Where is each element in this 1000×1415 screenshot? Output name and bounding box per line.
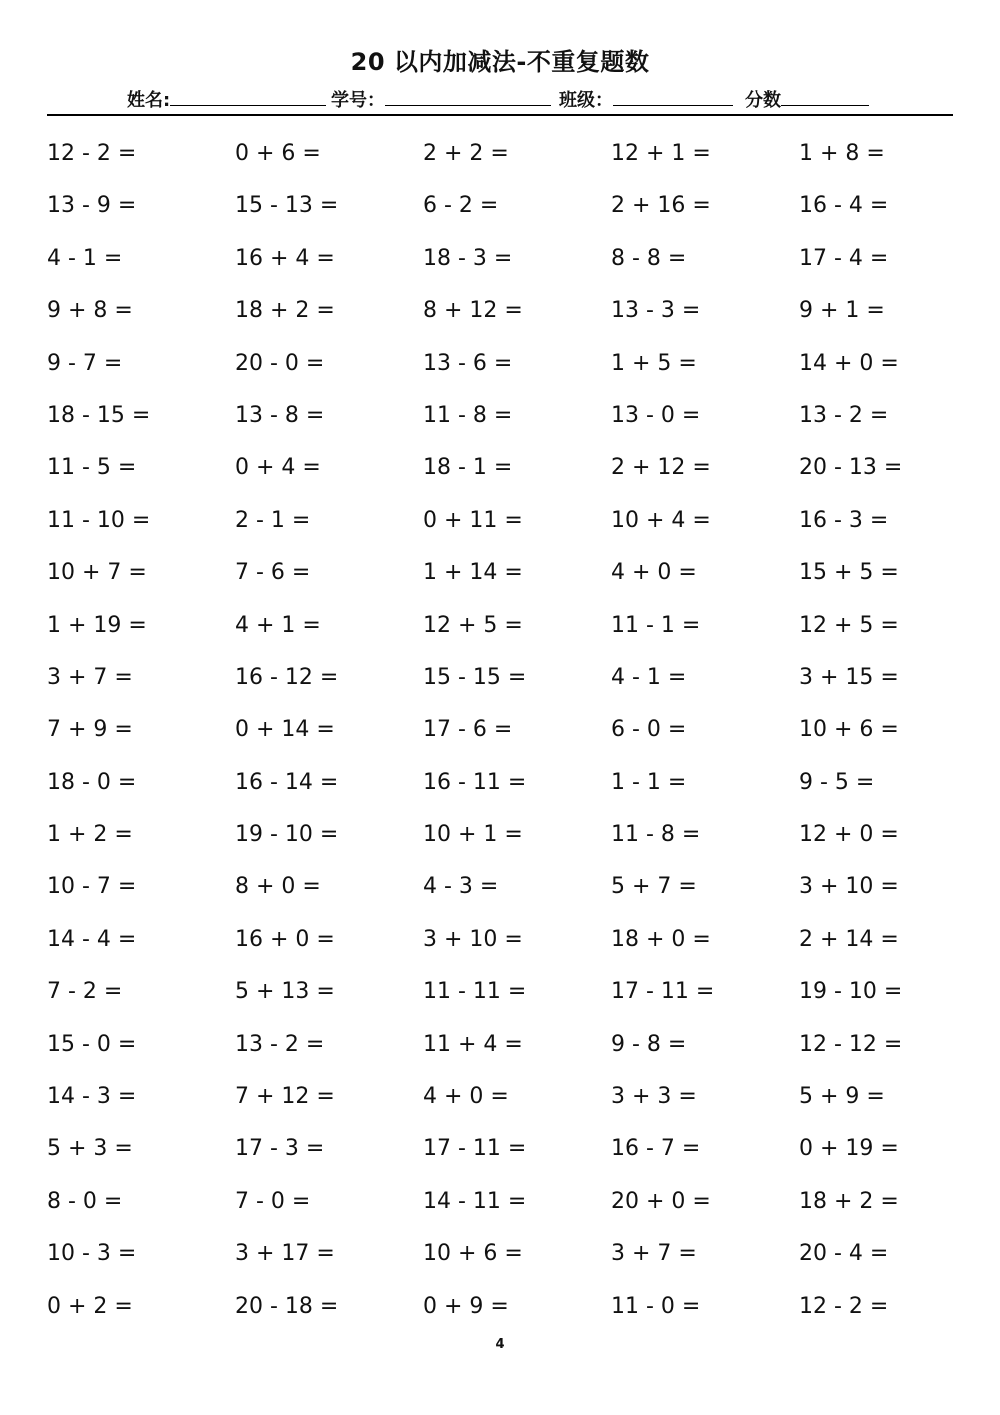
math-problem: 2 + 2 =	[423, 141, 509, 166]
problem-row	[47, 976, 987, 1028]
class-label: 班级：	[559, 90, 613, 111]
math-problem: 20 - 0 =	[235, 350, 325, 376]
math-problem: 11 - 1 =	[611, 612, 701, 638]
math-problem: 18 - 15 =	[47, 402, 151, 428]
math-problem: 17 - 6 =	[423, 717, 513, 743]
math-problem: 13 - 0 =	[611, 402, 701, 428]
problem-row	[47, 1186, 987, 1238]
math-problem: 13 - 2 =	[799, 402, 889, 428]
worksheet-title: 20 以内加减法-不重复题数	[350, 48, 650, 76]
math-problem: 4 + 0 =	[611, 560, 697, 586]
math-problem: 7 - 0 =	[235, 1188, 311, 1214]
math-problem: 0 + 4 =	[235, 455, 321, 481]
math-problem: 8 + 12 =	[423, 298, 523, 324]
name-label: 姓名:	[127, 90, 171, 111]
problem-row	[47, 924, 987, 976]
math-problem: 1 + 14 =	[423, 560, 523, 586]
math-problem: 0 + 2 =	[47, 1293, 133, 1319]
math-problem: 18 - 1 =	[423, 455, 513, 481]
math-problem: 12 + 5 =	[423, 612, 523, 638]
math-problem: 16 - 14 =	[235, 769, 339, 795]
problem-row	[47, 400, 987, 452]
math-problem: 12 - 2 =	[799, 1293, 889, 1319]
math-problem: 15 - 15 =	[423, 664, 527, 690]
math-problem: 16 + 0 =	[235, 926, 335, 952]
math-problem: 10 + 6 =	[423, 1241, 523, 1267]
problem-row	[47, 295, 987, 347]
math-problem: 9 - 8 =	[611, 1031, 687, 1057]
math-problem: 7 - 2 =	[47, 979, 123, 1005]
math-problem: 8 - 0 =	[47, 1188, 123, 1214]
math-problem: 12 - 2 =	[47, 141, 137, 166]
math-problem: 4 - 1 =	[47, 245, 123, 271]
math-problem: 2 - 1 =	[235, 507, 311, 533]
math-problem: 0 + 11 =	[423, 507, 523, 533]
math-problem: 19 - 10 =	[235, 822, 339, 848]
class-field[interactable]	[559, 86, 733, 112]
math-problem: 1 + 8 =	[799, 141, 885, 166]
math-problem: 2 + 16 =	[611, 193, 711, 219]
math-problem: 12 - 12 =	[799, 1031, 903, 1057]
math-problem: 20 - 18 =	[235, 1293, 339, 1319]
problem-row	[47, 505, 987, 557]
math-problem: 18 - 0 =	[47, 769, 137, 795]
problem-row	[47, 1238, 987, 1290]
math-problem: 13 - 6 =	[423, 350, 513, 376]
math-problem: 11 - 0 =	[611, 1293, 701, 1319]
problem-row	[47, 610, 987, 662]
math-problem: 16 - 7 =	[611, 1136, 701, 1162]
math-problem: 4 + 1 =	[235, 612, 321, 638]
name-blank[interactable]	[170, 89, 326, 106]
problem-row	[47, 138, 987, 190]
math-problem: 0 + 19 =	[799, 1136, 899, 1162]
math-problem: 18 + 0 =	[611, 926, 711, 952]
math-problem: 11 - 11 =	[423, 979, 527, 1005]
math-problem: 3 + 3 =	[611, 1084, 697, 1110]
math-problem: 2 + 14 =	[799, 926, 899, 952]
math-problem: 16 + 4 =	[235, 245, 335, 271]
math-problem: 0 + 6 =	[235, 141, 321, 166]
problem-row	[47, 452, 987, 504]
problem-row	[47, 348, 987, 400]
math-problem: 19 - 10 =	[799, 979, 903, 1005]
math-problem: 5 + 13 =	[235, 979, 335, 1005]
math-problem: 5 + 7 =	[611, 874, 697, 900]
problem-row	[47, 1081, 987, 1133]
math-problem: 8 + 0 =	[235, 874, 321, 900]
page-number: 4	[495, 1337, 505, 1352]
math-problem: 7 + 9 =	[47, 717, 133, 743]
math-problem: 16 - 4 =	[799, 193, 889, 219]
problem-row	[47, 819, 987, 871]
score-field[interactable]	[745, 86, 869, 112]
math-problem: 10 + 7 =	[47, 560, 147, 586]
math-problem: 16 - 12 =	[235, 664, 339, 690]
math-problem: 4 + 0 =	[423, 1084, 509, 1110]
math-problem: 9 + 8 =	[47, 298, 133, 324]
problem-grid	[47, 138, 987, 1343]
math-problem: 11 + 4 =	[423, 1031, 523, 1057]
math-problem: 13 - 2 =	[235, 1031, 325, 1057]
math-problem: 16 - 3 =	[799, 507, 889, 533]
student-info-header	[47, 90, 953, 116]
math-problem: 0 + 14 =	[235, 717, 335, 743]
score-label: 分数	[745, 90, 781, 111]
math-problem: 3 + 7 =	[611, 1241, 697, 1267]
math-problem: 14 - 11 =	[423, 1188, 527, 1214]
math-problem: 13 - 3 =	[611, 298, 701, 324]
problem-row	[47, 871, 987, 923]
problem-row	[47, 1291, 987, 1343]
math-problem: 18 + 2 =	[799, 1188, 899, 1214]
math-problem: 12 + 0 =	[799, 822, 899, 848]
math-problem: 1 + 19 =	[47, 612, 147, 638]
math-problem: 9 - 5 =	[799, 769, 875, 795]
math-problem: 3 + 17 =	[235, 1241, 335, 1267]
math-problem: 17 - 4 =	[799, 245, 889, 271]
math-problem: 2 + 12 =	[611, 455, 711, 481]
math-problem: 8 - 8 =	[611, 245, 687, 271]
math-problem: 10 + 6 =	[799, 717, 899, 743]
math-problem: 11 - 8 =	[611, 822, 701, 848]
math-problem: 1 + 5 =	[611, 350, 697, 376]
math-problem: 1 - 1 =	[611, 769, 687, 795]
math-problem: 20 + 0 =	[611, 1188, 711, 1214]
problem-row	[47, 557, 987, 609]
problem-row	[47, 1133, 987, 1185]
math-problem: 17 - 11 =	[423, 1136, 527, 1162]
student-id-blank[interactable]	[385, 89, 551, 106]
math-problem: 17 - 11 =	[611, 979, 715, 1005]
math-problem: 0 + 9 =	[423, 1293, 509, 1319]
math-problem: 18 + 2 =	[235, 298, 335, 324]
student-id-label: 学号：	[331, 90, 385, 111]
math-problem: 4 - 3 =	[423, 874, 499, 900]
name-field[interactable]	[127, 86, 326, 112]
math-problem: 9 + 1 =	[799, 298, 885, 324]
math-problem: 10 - 7 =	[47, 874, 137, 900]
math-problem: 1 + 2 =	[47, 822, 133, 848]
problem-row	[47, 1029, 987, 1081]
class-blank[interactable]	[613, 89, 733, 106]
math-problem: 3 + 7 =	[47, 664, 133, 690]
math-problem: 3 + 10 =	[799, 874, 899, 900]
math-problem: 5 + 9 =	[799, 1084, 885, 1110]
math-problem: 6 - 0 =	[611, 717, 687, 743]
score-blank[interactable]	[781, 89, 869, 106]
math-problem: 3 + 15 =	[799, 664, 899, 690]
problem-row	[47, 714, 987, 766]
math-problem: 7 + 12 =	[235, 1084, 335, 1110]
student-id-field[interactable]	[331, 86, 551, 112]
math-problem: 3 + 10 =	[423, 926, 523, 952]
math-problem: 13 - 9 =	[47, 193, 137, 219]
math-problem: 12 + 1 =	[611, 141, 711, 166]
math-problem: 5 + 3 =	[47, 1136, 133, 1162]
math-problem: 11 - 10 =	[47, 507, 151, 533]
problem-row	[47, 662, 987, 714]
math-problem: 11 - 8 =	[423, 402, 513, 428]
math-problem: 16 - 11 =	[423, 769, 527, 795]
math-problem: 13 - 8 =	[235, 402, 325, 428]
math-problem: 10 + 1 =	[423, 822, 523, 848]
problem-row	[47, 767, 987, 819]
math-problem: 6 - 2 =	[423, 193, 499, 219]
math-problem: 20 - 4 =	[799, 1241, 889, 1267]
math-problem: 14 - 3 =	[47, 1084, 137, 1110]
math-problem: 15 + 5 =	[799, 560, 899, 586]
math-problem: 7 - 6 =	[235, 560, 311, 586]
math-problem: 18 - 3 =	[423, 245, 513, 271]
math-problem: 10 + 4 =	[611, 507, 711, 533]
math-problem: 11 - 5 =	[47, 455, 137, 481]
math-problem: 10 - 3 =	[47, 1241, 137, 1267]
math-problem: 4 - 1 =	[611, 664, 687, 690]
math-problem: 17 - 3 =	[235, 1136, 325, 1162]
math-problem: 20 - 13 =	[799, 455, 903, 481]
problem-row	[47, 243, 987, 295]
math-problem: 14 + 0 =	[799, 350, 899, 376]
math-problem: 14 - 4 =	[47, 926, 137, 952]
math-problem: 12 + 5 =	[799, 612, 899, 638]
math-problem: 15 - 13 =	[235, 193, 339, 219]
math-problem: 15 - 0 =	[47, 1031, 137, 1057]
problem-row	[47, 190, 987, 242]
math-problem: 9 - 7 =	[47, 350, 123, 376]
